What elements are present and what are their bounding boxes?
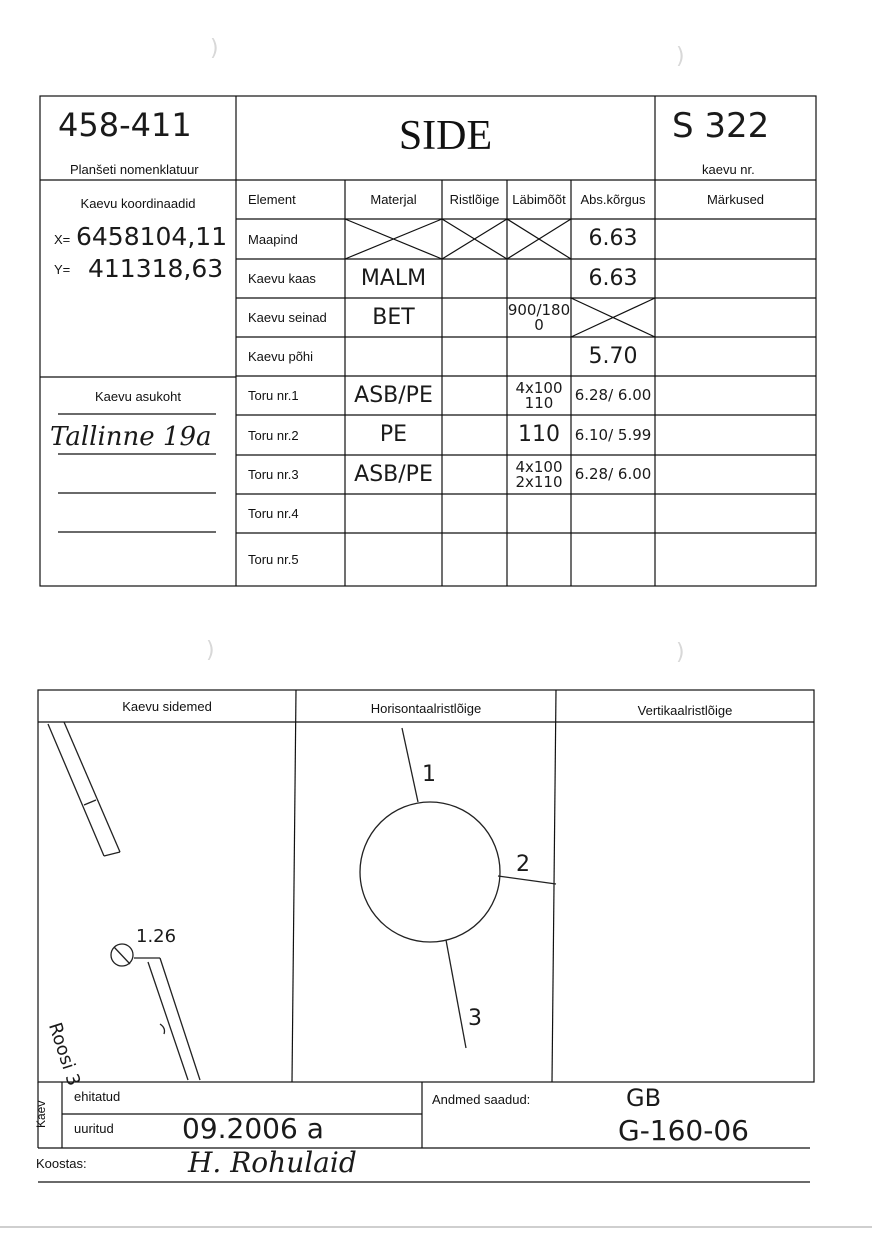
table-header-cell: Läbimõõt [512,192,566,207]
table-cell-material: MALM [360,265,427,291]
table-cell-height: 6.63 [588,265,638,291]
x-prefix: X= [54,232,71,247]
table-header-cell: Märkused [706,192,765,207]
data-received-label: Andmed saadud: [432,1092,531,1107]
well-number-label: kaevu nr. [702,162,755,177]
table-cell-height: 6.28/ 6.00 [574,386,652,404]
data-received-value-1: GB [626,1084,662,1112]
table-row-label: Toru nr.3 [248,467,299,482]
table-cell-height: 6.28/ 6.00 [574,465,652,483]
author-value: H. Rohulaid [188,1146,357,1179]
table-row-label: Toru nr.5 [248,552,299,567]
punch-mark: ) [676,44,685,69]
table-cell-height: 6.63 [588,226,638,251]
table-header-cell: Ristlõige [449,192,500,207]
punch-mark: ) [676,640,685,665]
surveyed-value: 09.2006 a [182,1112,324,1145]
y-coordinate-value: 411318,63 [88,254,224,283]
table-header-cell: Element [248,192,296,207]
table-cell-material: PE [379,422,408,447]
author-label: Koostas: [36,1156,87,1171]
sheet-nomenclature-value: 458-411 [58,106,192,144]
pipe-label-1: 1 [422,762,436,787]
table-row-label: Toru nr.2 [248,427,299,443]
well-number-value: S 322 [672,106,770,146]
table-header-cell: Abs.kõrgus [580,192,646,207]
table-row-label: Toru nr.4 [248,506,299,521]
table-cell-material: ASB/PE [354,461,433,487]
location-label: Kaevu asukoht [94,389,181,404]
kaev-label: Kaev [34,1100,48,1128]
page-title: SIDE [398,113,493,159]
table-cell-height: 5.70 [588,343,638,369]
x-coordinate-value: 6458104,11 [76,222,228,251]
y-prefix: Y= [54,262,71,277]
table-row-label: Kaevu seinad [248,310,327,325]
punch-mark: ) [210,36,219,61]
sketch-col-vertical: Vertikaalristlõige [637,703,733,718]
table-cell-diameter: 4x100 110 [515,378,563,412]
table-cell-height: 6.10/ 5.99 [574,425,652,444]
elevation-note: 1.26 [136,926,177,947]
table-row-label: Kaevu kaas [248,271,316,286]
table-cell-diameter: 900/1800 [507,300,571,334]
surveyed-label: uuritud [74,1121,114,1136]
punch-mark: ) [206,638,215,663]
table-row-label: Toru nr.1 [248,388,299,403]
pipe-label-3: 3 [468,1006,482,1031]
sketch-col-horizontal: Horisontaalristlõige [370,701,482,716]
coordinates-label: Kaevu koordinaadid [80,196,196,211]
scan-edge [0,1226,872,1228]
data-received-value-2: G-160-06 [618,1114,749,1147]
table-cell-diameter: 4x100 2x110 [515,457,563,491]
table-header-cell: Materjal [370,192,417,207]
table-cell-material: ASB/PE [354,382,433,408]
sheet-nomenclature-label: Planšeti nomenklatuur [70,162,199,177]
side-note: Roosi 3 [44,1020,85,1089]
table-cell-diameter: 110 [518,422,560,447]
table-row-label: Kaevu põhi [248,349,314,364]
table-row-label: Maapind [248,231,298,247]
table-cell-material: BET [372,304,415,330]
sketch-col-connections: Kaevu sidemed [122,699,212,714]
built-label: ehitatud [74,1089,121,1104]
location-value: Tallinne 19a [50,422,212,452]
pipe-label-2: 2 [516,852,530,877]
